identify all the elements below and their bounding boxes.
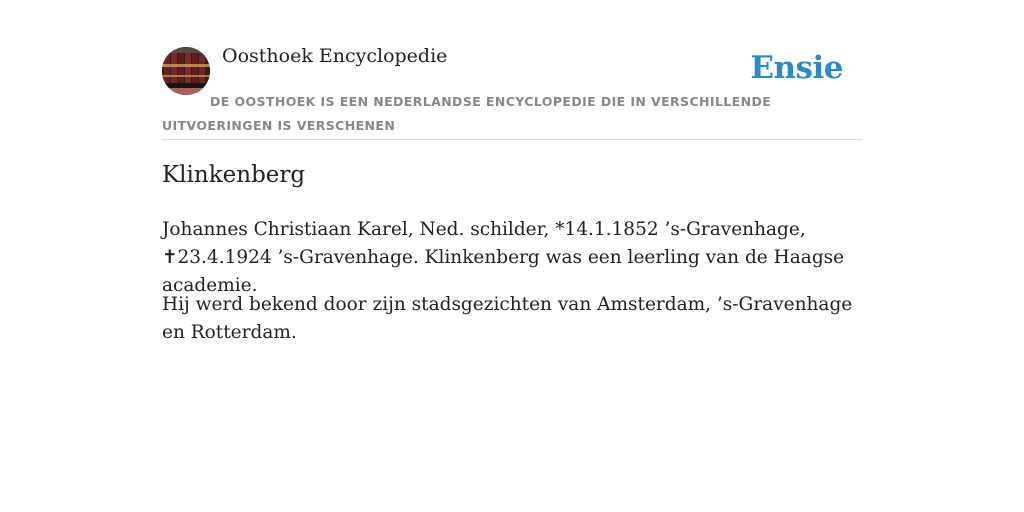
brand-logo[interactable]: Ensie bbox=[750, 50, 843, 86]
article-title: Klinkenberg bbox=[162, 162, 306, 188]
site-header bbox=[162, 0, 862, 140]
avatar[interactable] bbox=[162, 47, 210, 95]
article-paragraph: Hij werd bekend door zijn stadsgezichten van Amsterdam, ’s-Gravenhage en Rotterdam. bbox=[162, 294, 853, 343]
article-paragraph: Johannes Christiaan Karel, Ned. schilder, *14.1.1852 ’s-Gravenhage, ✝23.4.1924 ’s-Gravenhage. Klinkenberg was een leerling van de Haagse academie. bbox=[162, 219, 845, 296]
book-spines-icon bbox=[162, 47, 210, 95]
content-container bbox=[162, 0, 862, 343]
site-tagline: DE OOSTHOEK IS EEN NEDERLANDSE ENCYCLOPEDIE DIE IN VERSCHILLENDE UITVOERINGEN IS VERSCHENEN bbox=[162, 94, 772, 133]
site-title[interactable]: Oosthoek Encyclopedie bbox=[222, 45, 448, 67]
